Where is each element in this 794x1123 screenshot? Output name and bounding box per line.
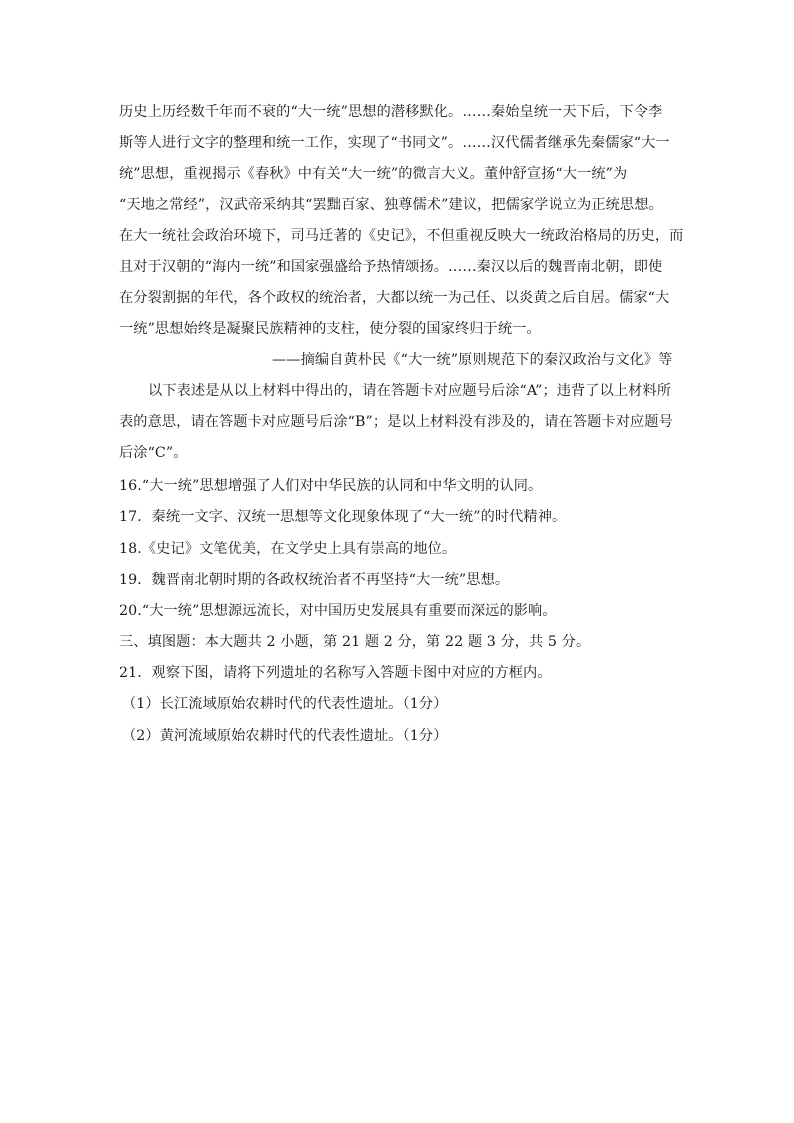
statement-17: 17．秦统一文字、汉统一思想等文化现象体现了“大一统”的时代精神。 (119, 509, 567, 525)
question-21-sub-1: （1）长江流域原始农耕时代的代表性遗址。（1分） (122, 696, 448, 712)
passage-line-8: 一统”思想始终是凝聚民族精神的支柱，使分裂的国家终归于统一。 (119, 321, 541, 337)
question-21: 21．观察下图，请将下列遗址的名称写入答题卡图中对应的方框内。 (119, 665, 552, 681)
statement-19: 19．魏晋南北朝时期的各政权统治者不再坚持“大一统”思想。 (119, 572, 510, 588)
passage-line-5: 在大一统社会政治环境下，司马迁著的《史记》，不但重视反映大一统政治格局的历史，而 (119, 228, 684, 244)
passage-line-1: 历史上历经数千年而不衰的“大一统”思想的潜移默化。……秦始皇统一天下后，下令李 (119, 104, 663, 120)
passage-line-3: 统”思想，重视揭示《春秋》中有关“大一统”的微言大义。董仲舒宣扬“大一统”为 (119, 166, 628, 182)
passage-line-7: 在分裂割据的年代，各个政权的统治者，大都以统一为己任、以炎黄之后自居。儒家“大 (119, 290, 670, 306)
passage-line-4: “天地之常经”，汉武帝采纳其“罢黜百家、独尊儒术”建议，把儒家学说立为正统思想。 (119, 197, 663, 213)
statement-18: 18.《史记》文笔优美，在文学史上具有崇高的地位。 (119, 541, 457, 557)
statement-20: 20.“大一统”思想源远流长，对中国历史发展具有重要而深远的影响。 (119, 603, 557, 619)
section-3-heading: 三、填图题：本大题共 2 小题，第 21 题 2 分，第 22 题 3 分，共 5 分。 (119, 634, 591, 650)
instruction-line-2: 表的意思，请在答题卡对应题号后涂“B”；是以上材料没有涉及的，请在答题卡对应题号 (119, 414, 673, 430)
instruction-line-3: 后涂“C”。 (119, 445, 188, 461)
statement-16: 16.“大一统”思想增强了人们对中华民族的认同和中华文明的认同。 (119, 478, 543, 494)
passage-line-6: 且对于汉朝的“海内一统”和国家强盛给予热情颂扬。……秦汉以后的魏晋南北朝，即使 (119, 259, 663, 275)
question-21-sub-2: （2）黄河流域原始农耕时代的代表性遗址。（1分） (122, 728, 448, 744)
instruction-line-1: 以下表述是从以上材料中得出的，请在答题卡对应题号后涂“A”；违背了以上材料所 (148, 383, 672, 399)
passage-source: ——摘编自黄朴民《“大一统”原则规范下的秦汉政治与文化》等 (272, 352, 673, 368)
passage-line-2: 斯等人进行文字的整理和统一工作，实现了“书同文”。……汉代儒者继承先秦儒家“大一 (119, 135, 670, 151)
